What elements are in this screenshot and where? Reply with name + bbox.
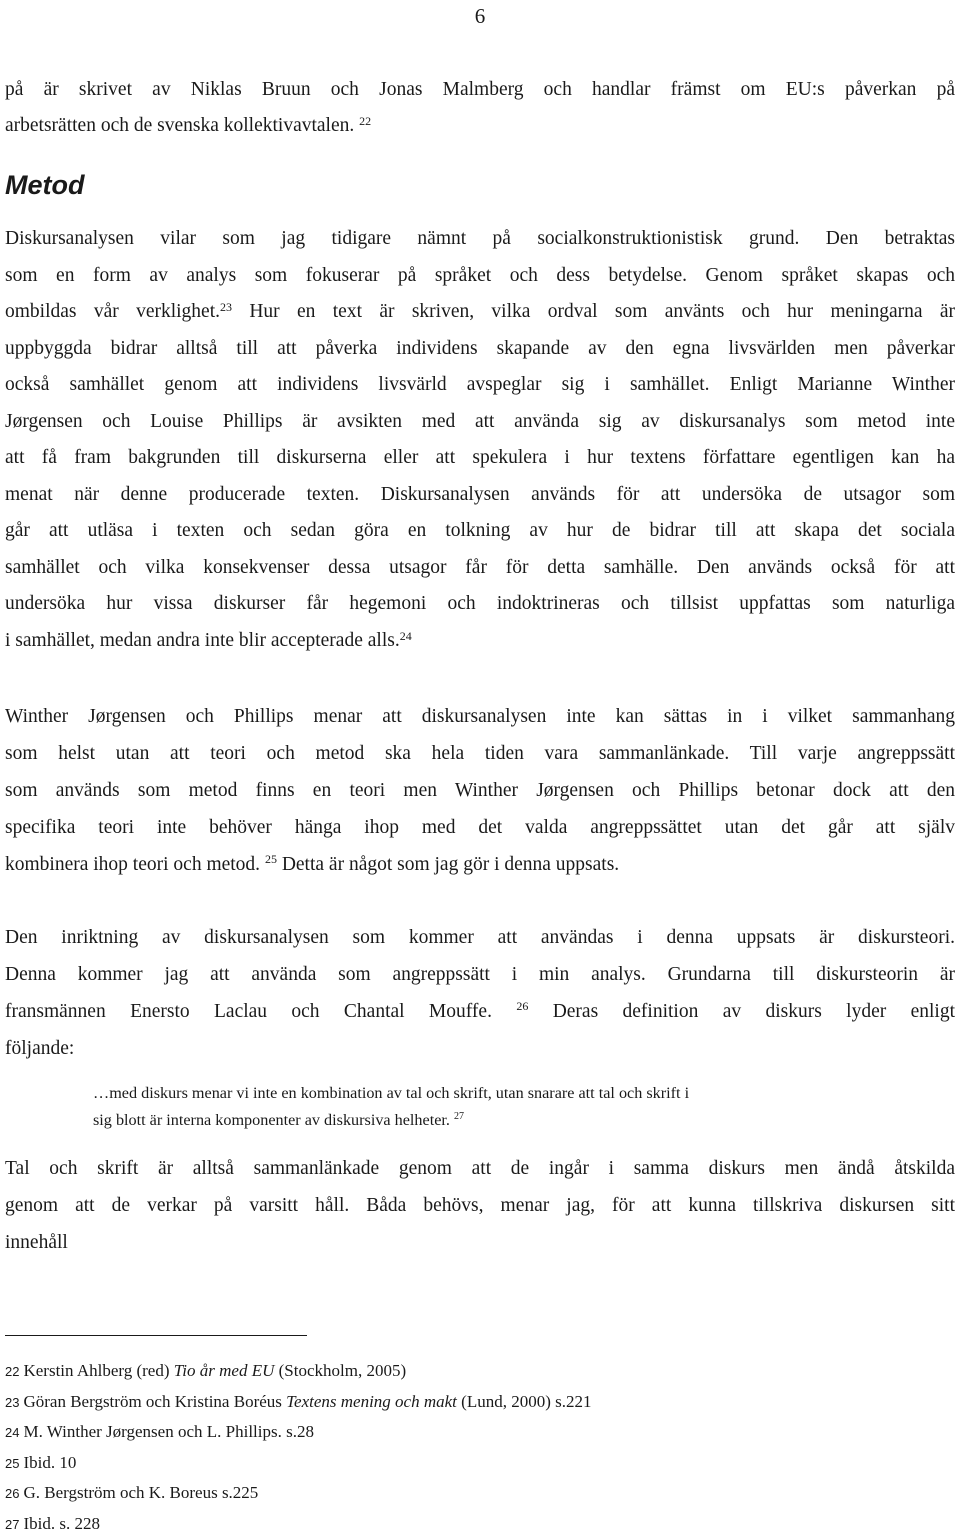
paragraph-line: specifika teori inte behöver hänga ihop med det valda angreppssättet utan det går att själv — [5, 809, 955, 846]
quote-line: …med diskurs menar vi inte en kombination av tal och skrift, utan snarare att tal och skrift i — [93, 1080, 869, 1107]
page-number: 6 — [0, 4, 960, 29]
paragraph-line: Denna kommer jag att använda som angreppssätt i min analys. Grundarna till diskursteorin är — [5, 956, 955, 993]
paragraph-line: Diskursanalysen vilar som jag tidigare nämnt på socialkonstruktionistisk grund. Den betraktas — [5, 221, 955, 258]
intro-line-2: arbetsrätten och de svenska kollektivavtalen. $^{22}$ — [5, 108, 955, 144]
paragraph-line: ombildas vår verklighet.$^{23}$ Hur en text är skriven, vilka ordval som använts och hur meningarna är — [5, 294, 955, 331]
footnote-22: 22 Kerstin Ahlberg (red) Tio år med EU (Stockholm, 2005) — [5, 1356, 591, 1387]
intro-paragraph — [5, 72, 955, 144]
footnote-ref: 25 — [265, 852, 277, 866]
paragraph-line: Jørgensen och Louise Phillips är avsikten med att använda sig av diskursanalys som metod inte — [5, 404, 955, 441]
paragraph-line: innehåll — [5, 1224, 955, 1261]
footnote-24: 24 M. Winther Jørgensen och L. Phillips. s.28 — [5, 1417, 591, 1448]
paragraph-1 — [5, 221, 955, 659]
paragraph-line: uppbyggda bidrar alltså till att påverka individens skapande av den egna livsvärlden men påverkar — [5, 331, 955, 368]
footnotes — [5, 1356, 591, 1539]
paragraph-line: som helst utan att teori och metod ska hela tiden vara sammanlänkade. Till varje angreppssätt — [5, 735, 955, 772]
paragraph-line: som används som metod finns en teori men Winther Jørgensen och Phillips betonar dock att den — [5, 772, 955, 809]
paragraph-line: genom att de verkar på varsitt håll. Båda behövs, menar jag, för att kunna tillskriva diskursen sitt — [5, 1187, 955, 1224]
paragraph-3 — [5, 919, 955, 1067]
footnote-26: 26 G. Bergström och K. Boreus s.225 — [5, 1478, 591, 1509]
paragraph-line: att få fram bakgrunden till diskurserna eller att spekulera i hur textens författare egentligen kan ha — [5, 440, 955, 477]
paragraph-line: samhället och vilka konsekvenser dessa utsagor får för detta samhälle. Den används också för att — [5, 550, 955, 587]
paragraph-line: fransmännen Enersto Laclau och Chantal Mouffe. $^{26}$ Deras definition av diskurs lyder enligt — [5, 993, 955, 1030]
footnote-23: 23 Göran Bergström och Kristina Boréus Textens mening och makt (Lund, 2000) s.221 — [5, 1387, 591, 1418]
paragraph-line: går att utläsa i texten och sedan göra en tolkning av hur de bidrar till att skapa det sociala — [5, 513, 955, 550]
paragraph-2 — [5, 698, 955, 883]
paragraph-line: i samhället, medan andra inte blir accepterade alls.$^{24}$ — [5, 623, 955, 660]
paragraph-line: Winther Jørgensen och Phillips menar att diskursanalysen inte kan sättas in i vilket sammanhang — [5, 698, 955, 735]
footnote-separator — [5, 1335, 307, 1336]
paragraph-line: undersöka hur vissa diskurser får hegemoni och indoktrineras och tillsist uppfattas som naturliga — [5, 586, 955, 623]
footnote-ref: 24 — [400, 629, 412, 643]
paragraph-4 — [5, 1150, 955, 1261]
footnote-27: 27 Ibid. s. 228 — [5, 1509, 591, 1539]
paragraph-line: också samhället genom att individens livsvärld avspeglar sig i samhället. Enligt Marianne Winther — [5, 367, 955, 404]
paragraph-line: följande: — [5, 1030, 955, 1067]
footnote-ref: 27 — [454, 1111, 464, 1122]
footnote-25: 25 Ibid. 10 — [5, 1448, 591, 1479]
footnote-ref: 23 — [220, 300, 232, 314]
paragraph-line: menat när denne producerade texten. Diskursanalysen används för att undersöka de utsagor som — [5, 477, 955, 514]
paragraph-line: Den inriktning av diskursanalysen som kommer att användas i denna uppsats är diskursteori. — [5, 919, 955, 956]
paragraph-line: kombinera ihop teori och metod. $^{25}$ Detta är något som jag gör i denna uppsats. — [5, 846, 955, 883]
footnote-ref: 26 — [516, 999, 528, 1013]
paragraph-line: som en form av analys som fokuserar på språket och dess betydelse. Genom språket skapas och — [5, 258, 955, 295]
footnote-ref: 22 — [359, 114, 371, 128]
quote-line: sig blott är interna komponenter av diskursiva helheter. $^{27}$ — [93, 1107, 869, 1134]
intro-line-1: på är skrivet av Niklas Bruun och Jonas Malmberg och handlar främst om EU:s påverkan på — [5, 72, 955, 108]
block-quote — [93, 1080, 869, 1134]
paragraph-line: Tal och skrift är alltså sammanlänkade genom att de ingår i samma diskurs men ändå åtskilda — [5, 1150, 955, 1187]
section-heading: Metod — [5, 170, 84, 201]
